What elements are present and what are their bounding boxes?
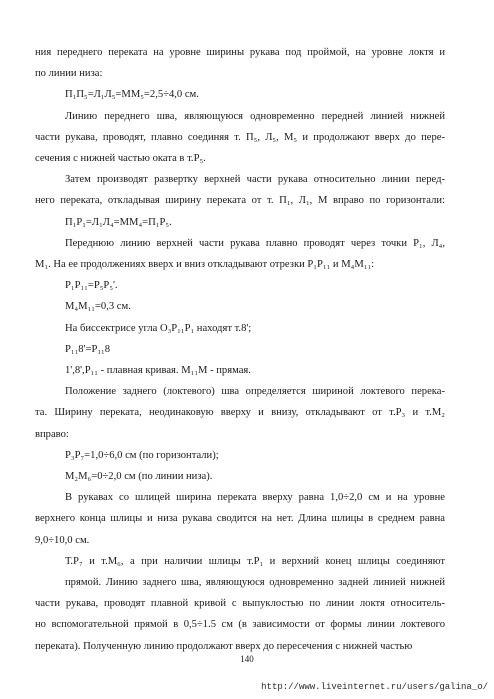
formula-line: М₂М₆=0÷2,0 см (по линии низа). — [65, 471, 213, 482]
formula-line: П₁Р₁=Л₁Л₄=ММ₄=П₁Р₅. — [65, 216, 172, 228]
text-line: по линии низа: — [35, 68, 103, 80]
text-line: части рукава, проводят, плавно соединяя т. П₅, Л₅, М₅ и продолжают вверх до пере- — [35, 131, 445, 143]
text-line: верхнего конца шлицы и низа рукава сводится на нет. Длина шлицы в среднем равна — [35, 513, 445, 525]
text-line: него переката, откладывая ширину переката от т. П₁, Л₁, М вправо по горизонтали: — [35, 195, 445, 207]
text-line: та. Ширину переката, неодинаковую вверху и внизу, откладывают от т.Р₃ и т.М₂ — [35, 407, 445, 419]
page-number: 140 — [240, 654, 254, 664]
text-line: Переднюю линию верхней части рукава плавно проводят через точки Р₁, Л₄, — [65, 237, 445, 249]
text-line: переката). Полученную линию продолжают вверх до пересечения с нижней частью — [35, 640, 413, 652]
text-line: сечения с нижней частью оката в т.Р₅. — [35, 153, 206, 164]
text-line: В рукавах со шлицей ширина переката вверху равна 1,0÷2,0 см и на уровне — [65, 492, 445, 504]
text-line: вправо: — [35, 428, 69, 440]
text-line: прямой. Линию заднего шва, являющуюся одновременно задней линией нижней — [65, 577, 445, 588]
text-line: Затем производят развертку верхней части рукава относительно линии перед- — [65, 174, 445, 186]
text-line: На биссектрисе угла О₃Р₁₁Р₁ находят т.8'; — [65, 322, 252, 334]
watermark-url: http://www.liveinternet.ru/users/galina_o/ — [261, 682, 488, 692]
formula-line: Р₁Р₁₁=Р₅Р₅'. — [65, 280, 118, 292]
formula-line: М₄М₁₁=0,3 см. — [65, 301, 131, 313]
text-line: Т.Р₇ и т.М₆, а при наличии шлицы т.Р₁ и верхний конец шлицы соединяют — [65, 555, 445, 567]
text-line: М₁. На ее продолжениях вверх и вниз откладывают отрезки Р₁Р₁₁ и М₄М₁₁: — [35, 259, 375, 270]
formula-line: П₁П₅=Л₁Л₅=ММ₅=2,5÷4,0 см. — [65, 89, 199, 101]
text-line: но вспомогательной прямой в 0,5÷1.5 см (в зависимости от формы линии локтевого — [35, 619, 445, 631]
text-line: ния переднего переката на уровне ширины рукава под проймой, на уровне локтя и — [35, 47, 445, 58]
text-line: Линию переднего шва, являющуюся одновременно передней линией нижней — [65, 110, 445, 122]
text-line: 9,0÷10,0 см. — [35, 534, 90, 546]
formula-line: Р₁₁8'=Р₁₁8 — [65, 343, 111, 355]
text-line: Положение заднего (локтевого) шва определяется шириной локтевого перека- — [65, 386, 445, 398]
text-line: части рукава, проводят плавной кривой с выпуклостью по линии локтя относитель- — [35, 598, 445, 610]
formula-line: Р₃Р₇=1,0÷6,0 см (по горизонтали); — [65, 449, 219, 461]
text-line: 1',8',Р₁₁ - плавная кривая. М₁₁М - прямая. — [65, 365, 251, 376]
